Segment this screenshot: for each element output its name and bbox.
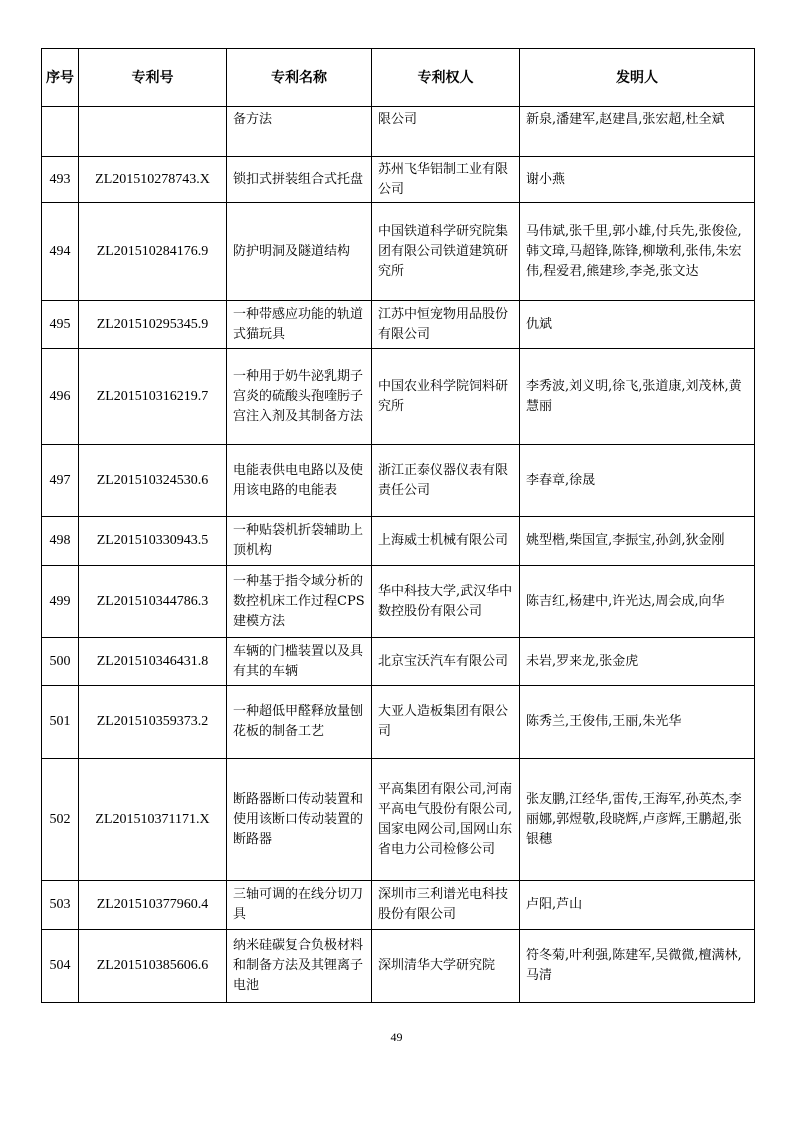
row-patent-number: ZL201510278743.X [79,157,227,203]
row-patent-number: ZL201510346431.8 [79,638,227,686]
row-patent-name: 车辆的门槛装置以及具有其的车辆 [227,638,372,686]
header-serial: 序号 [42,49,79,107]
header-patent-number: 专利号 [79,49,227,107]
row-inventors: 新泉,潘建军,赵建昌,张宏超,杜全斌 [520,107,755,157]
row-patent-number: ZL201510344786.3 [79,566,227,638]
table-row [42,301,755,349]
row-serial: 498 [42,517,79,566]
row-patent-number: ZL201510284176.9 [79,203,227,301]
table-row [42,107,755,157]
row-serial: 494 [42,203,79,301]
row-patent-holder: 中国农业科学院饲料研究所 [372,349,520,445]
patent-table [41,48,755,1003]
row-patent-name: 一种基于指令域分析的数控机床工作过程CPS建模方法 [227,566,372,638]
row-serial: 496 [42,349,79,445]
row-inventors: 姚型楷,柴国宣,李振宝,孙剑,狄金刚 [520,517,755,566]
row-patent-holder: 浙江正泰仪器仪表有限责任公司 [372,445,520,517]
table-row [42,517,755,566]
row-patent-name: 电能表供电电路以及使用该电路的电能表 [227,445,372,517]
table-row [42,445,755,517]
row-serial: 504 [42,930,79,1003]
row-patent-holder: 深圳清华大学研究院 [372,930,520,1003]
row-inventors: 符冬菊,叶利强,陈建军,吴微微,檀满林,马清 [520,930,755,1003]
row-patent-holder: 江苏中恒宠物用品股份有限公司 [372,301,520,349]
row-inventors: 谢小燕 [520,157,755,203]
row-patent-holder: 北京宝沃汽车有限公司 [372,638,520,686]
row-serial: 501 [42,686,79,759]
row-inventors: 陈吉红,杨建中,许光达,周会成,向华 [520,566,755,638]
table-row [42,881,755,930]
row-serial: 493 [42,157,79,203]
table-row [42,686,755,759]
row-inventors: 李秀波,刘义明,徐飞,张道康,刘茂林,黄慧丽 [520,349,755,445]
row-patent-number: ZL201510316219.7 [79,349,227,445]
row-serial: 495 [42,301,79,349]
row-patent-holder: 上海威士机械有限公司 [372,517,520,566]
row-inventors: 仇斌 [520,301,755,349]
row-patent-name: 纳米硅碳复合负极材料和制备方法及其锂离子电池 [227,930,372,1003]
row-inventors: 马伟斌,张千里,郭小雄,付兵先,张俊俭,韩文璋,马超锋,陈锋,柳墩利,张伟,朱宏伟,程爱君,熊建珍,李尧,张文达 [520,203,755,301]
page-number: 49 [390,1030,403,1044]
row-patent-name: 备方法 [227,107,372,157]
row-patent-number: ZL201510324530.6 [79,445,227,517]
row-patent-holder: 深圳市三利谱光电科技股份有限公司 [372,881,520,930]
table-row [42,157,755,203]
table-row [42,566,755,638]
table-header-row [42,49,755,107]
header-patent-holder: 专利权人 [372,49,520,107]
row-patent-name: 断路器断口传动装置和使用该断口传动装置的断路器 [227,759,372,881]
row-patent-number: ZL201510359373.2 [79,686,227,759]
row-patent-name: 一种超低甲醛释放量刨花板的制备工艺 [227,686,372,759]
row-patent-name: 一种带感应功能的轨道式猫玩具 [227,301,372,349]
row-inventors: 张友鹏,江经华,雷传,王海军,孙英杰,李丽娜,郭煜敬,段晓辉,卢彦辉,王鹏超,张银穗 [520,759,755,881]
row-inventors: 李春章,徐晟 [520,445,755,517]
row-serial: 499 [42,566,79,638]
row-inventors: 卢阳,芦山 [520,881,755,930]
row-patent-name: 一种用于奶牛泌乳期子宫炎的硫酸头孢喹肟子宫注入剂及其制备方法 [227,349,372,445]
header-inventors: 发明人 [520,49,755,107]
row-patent-holder: 限公司 [372,107,520,157]
row-patent-holder: 平高集团有限公司,河南平高电气股份有限公司,国家电网公司,国网山东省电力公司检修公司 [372,759,520,881]
row-patent-holder: 中国铁道科学研究院集团有限公司铁道建筑研究所 [372,203,520,301]
row-patent-number: ZL201510377960.4 [79,881,227,930]
row-inventors: 陈秀兰,王俊伟,王丽,朱光华 [520,686,755,759]
table-row [42,759,755,881]
row-serial: 497 [42,445,79,517]
row-patent-number: ZL201510295345.9 [79,301,227,349]
row-patent-holder: 苏州飞华铝制工业有限公司 [372,157,520,203]
row-patent-name: 三轴可调的在线分切刀具 [227,881,372,930]
row-patent-name: 一种贴袋机折袋辅助上顶机构 [227,517,372,566]
row-inventors: 未岩,罗来龙,张金虎 [520,638,755,686]
row-patent-holder: 华中科技大学,武汉华中数控股份有限公司 [372,566,520,638]
row-serial: 503 [42,881,79,930]
row-patent-holder: 大亚人造板集团有限公司 [372,686,520,759]
row-serial: 502 [42,759,79,881]
table-row [42,930,755,1003]
table-row [42,638,755,686]
row-patent-name: 锁扣式拼装组合式托盘 [227,157,372,203]
row-patent-number: ZL201510385606.6 [79,930,227,1003]
row-serial [42,107,79,157]
row-patent-name: 防护明洞及隧道结构 [227,203,372,301]
table-row [42,203,755,301]
row-serial: 500 [42,638,79,686]
row-patent-number: ZL201510330943.5 [79,517,227,566]
row-patent-number [79,107,227,157]
row-patent-number: ZL201510371171.X [79,759,227,881]
header-patent-name: 专利名称 [227,49,372,107]
table-row [42,349,755,445]
